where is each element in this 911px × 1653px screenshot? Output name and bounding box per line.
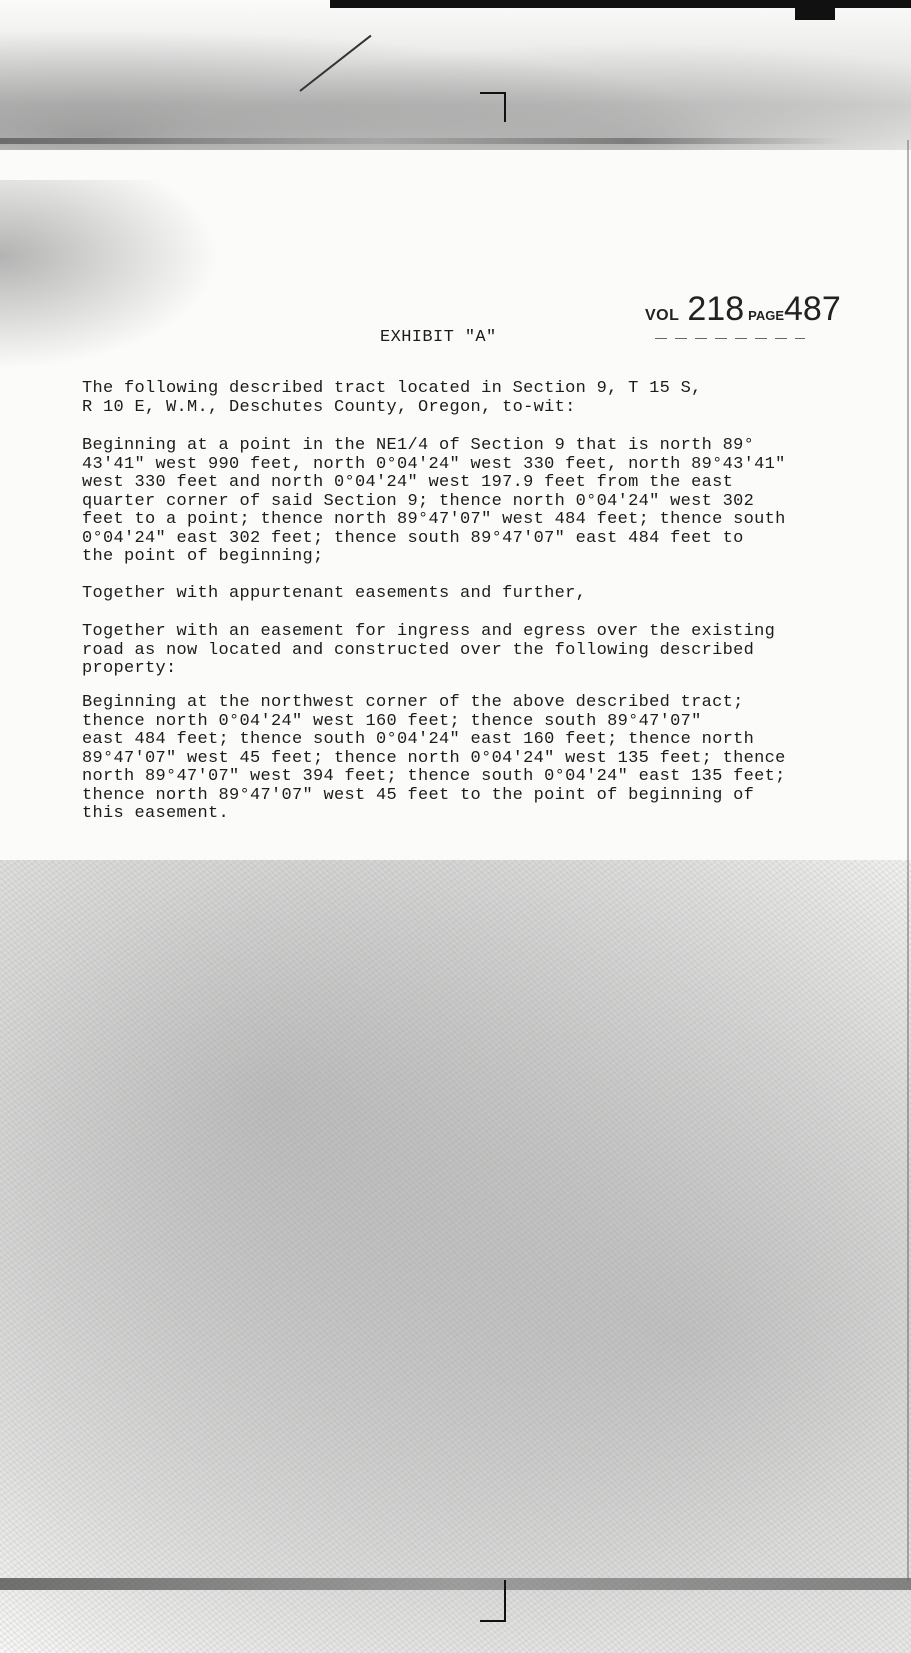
stamp-page-label: PAGE — [748, 308, 785, 323]
page-right-edge — [907, 140, 909, 1580]
stamp-vol-number: 218 — [687, 290, 745, 328]
scan-line-top — [0, 138, 840, 144]
paragraph-easement-grant: Together with an easement for ingress and egress over the existing road as now located and constructed over the following described property: — [82, 622, 776, 678]
paragraph-appurtenant-easements: Together with appurtenant easements and further, — [82, 584, 587, 603]
scan-noise-left — [0, 180, 220, 370]
crop-mark-top — [480, 92, 506, 122]
document-title: EXHIBIT "A" — [380, 328, 497, 347]
scan-line-bottom — [0, 1578, 911, 1590]
scan-noise-bottom — [0, 860, 911, 1653]
scan-noise-top — [0, 0, 911, 150]
recording-stamp — [645, 290, 841, 329]
paragraph-tract-description: Beginning at a point in the NE1/4 of Section 9 that is north 89° 43'41" west 990 feet, north 0°04'24" west 330 feet, north 89°43'41" west 330 feet and north 0°04'24" west 197.9 feet from the east quarter corner of said Section 9; thence north 0°04'24" west 302 feet to a point; thence north 89°47'07" west 484 feet; thence south 0°04'24" east 302 feet; thence south 89°47'07" east 484 feet to the point of beginning; — [82, 436, 786, 566]
crop-mark-bottom — [480, 1580, 506, 1622]
scan-edge-block — [795, 4, 835, 20]
stamp-vol-label: VOL — [645, 307, 680, 324]
stamp-page-number: 487 — [784, 290, 841, 328]
paragraph-tract-location: The following described tract located in Section 9, T 15 S, R 10 E, W.M., Deschutes County, Oregon, to-wit: — [82, 379, 702, 417]
paragraph-easement-description: Beginning at the northwest corner of the above described tract; thence north 0°04'24" west 160 feet; thence south 89°47'07" east 484 feet; thence south 0°04'24" east 160 feet; thence north 89°47'07" west 45 feet; thence north 0°04'24" west 135 feet; thence north 89°47'07" west 394 feet; thence south 0°04'24" east 135 feet; thence north 89°47'07" west 45 feet to the point of beginning of this easement. — [82, 693, 786, 823]
stamp-underline — [655, 338, 805, 339]
